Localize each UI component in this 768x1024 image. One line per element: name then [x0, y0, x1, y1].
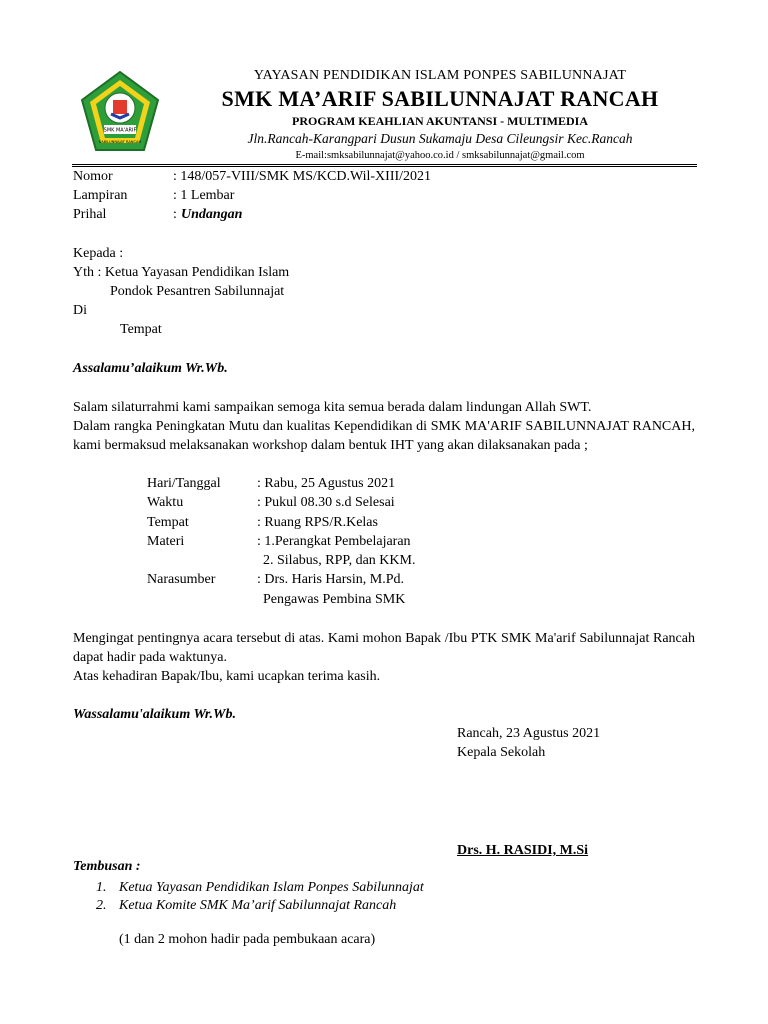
- nomor-value: : 148/057-VIII/SMK MS/KCD.Wil-XIII/2021: [173, 169, 432, 184]
- waktu-label: Waktu: [147, 495, 184, 510]
- tembusan-title: Tembusan :: [73, 859, 141, 874]
- narasumber-label: Narasumber: [147, 572, 216, 587]
- prihal-label: Prihal: [73, 207, 107, 222]
- school-address: Jln.Rancah-Karangpari Dusun Sukamaju Desa Cileungsir Kec.Rancah: [247, 131, 633, 146]
- di-label: Di: [73, 303, 87, 318]
- header-rule-top: [72, 164, 697, 165]
- nomor-label: Nomor: [73, 169, 113, 184]
- closing-paragraph-2: Atas kehadiran Bapak/Ibu, kami ucapkan terima kasih.: [73, 669, 381, 684]
- closing-paragraph-1: Mengingat pentingnya acara tersebut di atas. Kami mohon Bapak /Ibu PTK SMK Ma'arif Sabilunnajat Rancah dapat hadir pada waktunya.: [73, 631, 695, 665]
- closing-salam: Wassalamu'alaikum Wr.Wb.: [73, 707, 236, 722]
- place-date: Rancah, 23 Agustus 2021: [457, 726, 601, 741]
- waktu-value: : Pukul 08.30 s.d Selesai: [257, 495, 395, 510]
- materi-label: Materi: [147, 534, 185, 549]
- signature-name: Drs. H. RASIDI, M.Si: [457, 843, 589, 858]
- program-name: PROGRAM KEAHLIAN AKUNTANSI - MULTIMEDIA: [291, 114, 589, 128]
- logo-text-top: SMK MA'ARIF: [103, 127, 137, 134]
- header-rule-bottom: [72, 166, 697, 167]
- school-email: E-mail:smksabilunnajat@yahoo.co.id / smksabilunnajat@gmail.com: [295, 150, 585, 161]
- tembusan-item-1-num: 1.: [96, 880, 107, 895]
- hari-label: Hari/Tanggal: [147, 476, 221, 491]
- tembusan-note: (1 dan 2 mohon hadir pada pembukaan acara): [119, 932, 376, 947]
- narasumber-value-2: Pengawas Pembina SMK: [263, 592, 406, 607]
- kepada-label: Kepada :: [73, 246, 124, 261]
- materi-value-1: : 1.Perangkat Pembelajaran: [257, 534, 411, 549]
- tembusan-item-2-num: 2.: [96, 898, 107, 913]
- tembusan-item-2: Ketua Komite SMK Ma’arif Sabilunnajat Rancah: [119, 898, 397, 913]
- tempat-detail-value: : Ruang RPS/R.Kelas: [257, 515, 378, 530]
- lampiran-label: Lampiran: [73, 188, 128, 203]
- recipient-line2: Pondok Pesantren Sabilunnajat: [110, 284, 285, 299]
- body-paragraph-2: Dalam rangka Peningkatan Mutu dan kualitas Kependidikan di SMK MA'ARIF SABILUNNAJAT RANCAH, kami bermaksud melaksanakan workshop dalam bentuk IHT yang akan dilaksanakan pada ;: [73, 419, 695, 453]
- tempat-label: Tempat: [120, 322, 162, 337]
- greeting: Assalamu’alaikum Wr.Wb.: [73, 361, 228, 376]
- prihal-colon: :: [173, 207, 177, 222]
- body-paragraph-1: Salam silaturrahmi kami sampaikan semoga kita semua berada dalam lindungan Allah SWT.: [73, 400, 592, 415]
- hari-value: : Rabu, 25 Agustus 2021: [257, 476, 396, 491]
- signature-position: Kepala Sekolah: [457, 745, 546, 760]
- prihal-value: Undangan: [181, 207, 243, 222]
- tempat-detail-label: Tempat: [147, 515, 189, 530]
- school-name: SMK MA’ARIF SABILUNNAJAT RANCAH: [221, 86, 659, 111]
- lampiran-value: : 1 Lembar: [173, 188, 235, 203]
- logo-text-bottom: SABILUNNAJAT RANCAH: [98, 140, 142, 144]
- recipient-line1: Yth : Ketua Yayasan Pendidikan Islam: [73, 265, 290, 280]
- narasumber-value-1: : Drs. Haris Harsin, M.Pd.: [257, 572, 404, 587]
- tembusan-item-1: Ketua Yayasan Pendidikan Islam Ponpes Sabilunnajat: [119, 880, 424, 895]
- yayasan-name: YAYASAN PENDIDIKAN ISLAM PONPES SABILUNNAJAT: [253, 68, 627, 83]
- materi-value-2: 2. Silabus, RPP, dan KKM.: [263, 553, 416, 568]
